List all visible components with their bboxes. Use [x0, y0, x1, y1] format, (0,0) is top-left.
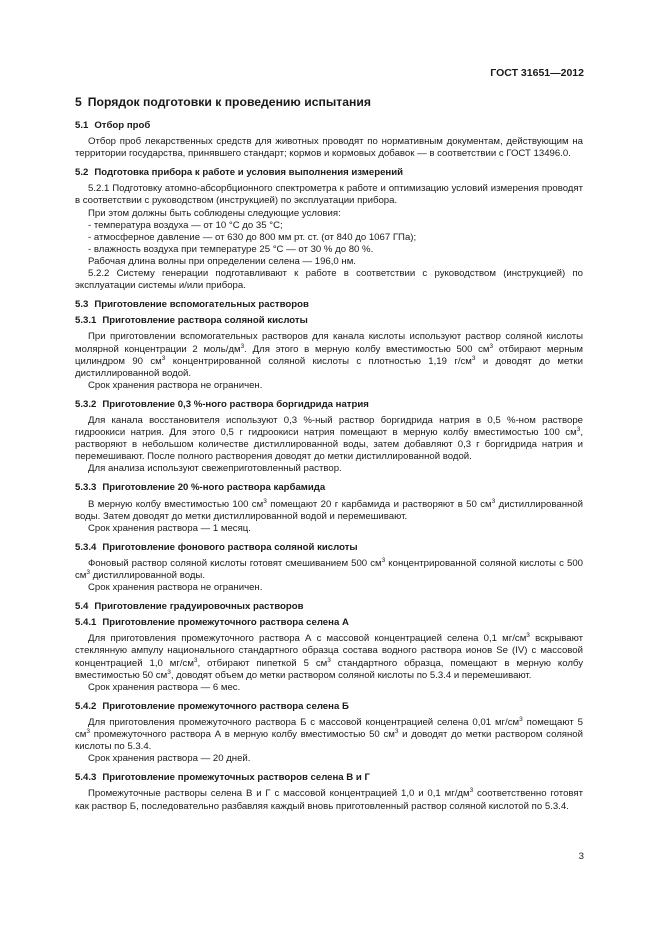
paragraph: Фоновый раствор соляной кислоты готовят смешиванием 500 $см^3$ концентрированной соляной кислоты с 500 $см^3$ дистиллированной воды.: [75, 556, 583, 581]
paragraph: Срок хранения раствора не ограничен.: [88, 379, 263, 391]
document-number: ГОСТ 31651—2012: [490, 67, 584, 79]
section-title: 5 Порядок подготовки к проведению испытания: [75, 95, 371, 109]
subsection-5-1-title: 5.1 Отбор проб: [75, 120, 151, 131]
subsection-5-3-3-title: 5.3.3 Приготовление 20 %-ного раствора карбамида: [75, 482, 326, 494]
paragraph: Рабочая длина волны при определении селена — 196,0 нм.: [88, 255, 356, 267]
paragraph: Для анализа используют свежеприготовленный раствор.: [88, 463, 342, 475]
subsection-5-3-4-title: 5.3.4 Приготовление фонового раствора соляной кислоты: [75, 541, 358, 553]
subsection-5-4-1-title: 5.4.1 Приготовление промежуточного раствора селена А: [75, 617, 349, 629]
subsection-5-2-title: 5.2 Подготовка прибора к работе и условия выполнения измерений: [75, 167, 404, 179]
subsection-5-3-1-title: 5.3.1 Приготовление раствора соляной кислоты: [75, 315, 308, 327]
paragraph: 5.2.2 Систему генерации подготавливают к работе в соответствии с руководством (инструкцией) по эксплуатации системы и/или прибора.: [75, 268, 583, 292]
subsection-5-4-title: 5.4 Приготовление градуировочных растворов: [75, 601, 304, 613]
paragraph: Отбор проб лекарственных средств для животных проводят по нормативным документам, действующим на территории государства, принявшего стандарт; кормов и кормовых добавок — в соответствии с ГОСТ 13496.0.: [75, 136, 583, 160]
page-content: [75, 92, 583, 813]
paragraph: Для канала восстановителя используют 0,3 %-ный раствор боргидрида натрия в 0,5 %-ном растворе гидроокиси натрия. Для этого 0,5 г гидроокиси натрия помещают в мерную колбу вместимостью 100 $см^3$, растворяют в небольшом количестве дистиллированной воды, затем добавляют 0,3 г боргидрида натрия и перемешивают. После полного растворения доводят до метки дистиллированной водой.: [75, 414, 583, 463]
paragraph: Срок хранения раствора — 20 дней.: [88, 753, 251, 765]
page-number: 3: [578, 851, 584, 862]
list-item: - влажность воздуха при температуре 25 °С — от 30 % до 80 %.: [88, 243, 374, 255]
paragraph: Для приготовления промежуточного раствора А с массовой концентрацией селена 0,1 $мг/см^3$ вскрывают стеклянную ампулу национального стандартного образца состава водного раствора ионов Se (IV) с массовой концентрацией 1,0 $мг/см^3$, отбирают пипеткой 5 $см^3$ стандартного образца, помещают в мерную колбу вместимостью 50 $см^3$, доводят объем до метки раствором соляной кислоты по 5.3.4 и перемешивают.: [75, 632, 583, 681]
paragraph: При приготовлении вспомогательных растворов для канала кислоты используют раствор соляной кислоты молярной концентрации 2 моль/$дм^3$. Для этого в мерную колбу вместимостью 500 $см^3$ отбирают мерным цилиндром 90 $см^3$ концентрированной соляной кислоты с плотностью 1,19 $г/см^3$ и доводят до метки дистиллированной водой.: [75, 331, 583, 379]
paragraph: 5.2.1 Подготовку атомно-абсорбционного спектрометра к работе и оптимизацию условий измерения проводят в соответствии с руководством (инструкцией) по эксплуатации прибора.: [75, 183, 583, 207]
list-item: - атмосферное давление — от 630 до 800 мм рт. ст. (от 840 до 1067 ГПа);: [88, 231, 417, 243]
paragraph: При этом должны быть соблюдены следующие условия:: [88, 207, 341, 219]
paragraph: Срок хранения раствора не ограничен.: [88, 582, 263, 594]
paragraph: Промежуточные растворы селена В и Г с массовой концентрацией 1,0 и 0,1 $мг/дм^3$ соответственно готовят как раствор Б, последовательно разбавляя каждый вновь приготовленный раствор соляной кислотой по 5.3.4.: [75, 787, 583, 812]
subsection-5-3-title: 5.3 Приготовление вспомогательных растворов: [75, 299, 309, 311]
paragraph: Срок хранения раствора — 6 мес.: [88, 681, 241, 693]
subsection-5-4-3-title: 5.4.3 Приготовление промежуточных растворов селена В и Г: [75, 772, 370, 784]
paragraph: Для приготовления промежуточного раствора Б с массовой концентрацией селена 0,01 $мг/см^3$ помещают 5 $см^3$ промежуточного раствора А в мерную колбу вместимостью 50 $см^3$ и доводят до метки раствором соляной кислоты по 5.3.4.: [75, 715, 583, 753]
subsection-5-3-2-title: 5.3.2 Приготовление 0,3 %-ного раствора боргидрида натрия: [75, 398, 369, 410]
paragraph: Срок хранения раствора — 1 месяц.: [88, 522, 251, 534]
paragraph: В мерную колбу вместимостью 100 $см^3$ помещают 20 г карбамида и растворяют в 50 $см^3$ дистиллированной воды. Затем доводят до метки дистиллированной водой и перемешивают.: [75, 497, 583, 522]
subsection-5-4-2-title: 5.4.2 Приготовление промежуточного раствора селена Б: [75, 700, 349, 712]
list-item: - температура воздуха — от 10 °С до 35 °С;: [88, 219, 283, 231]
